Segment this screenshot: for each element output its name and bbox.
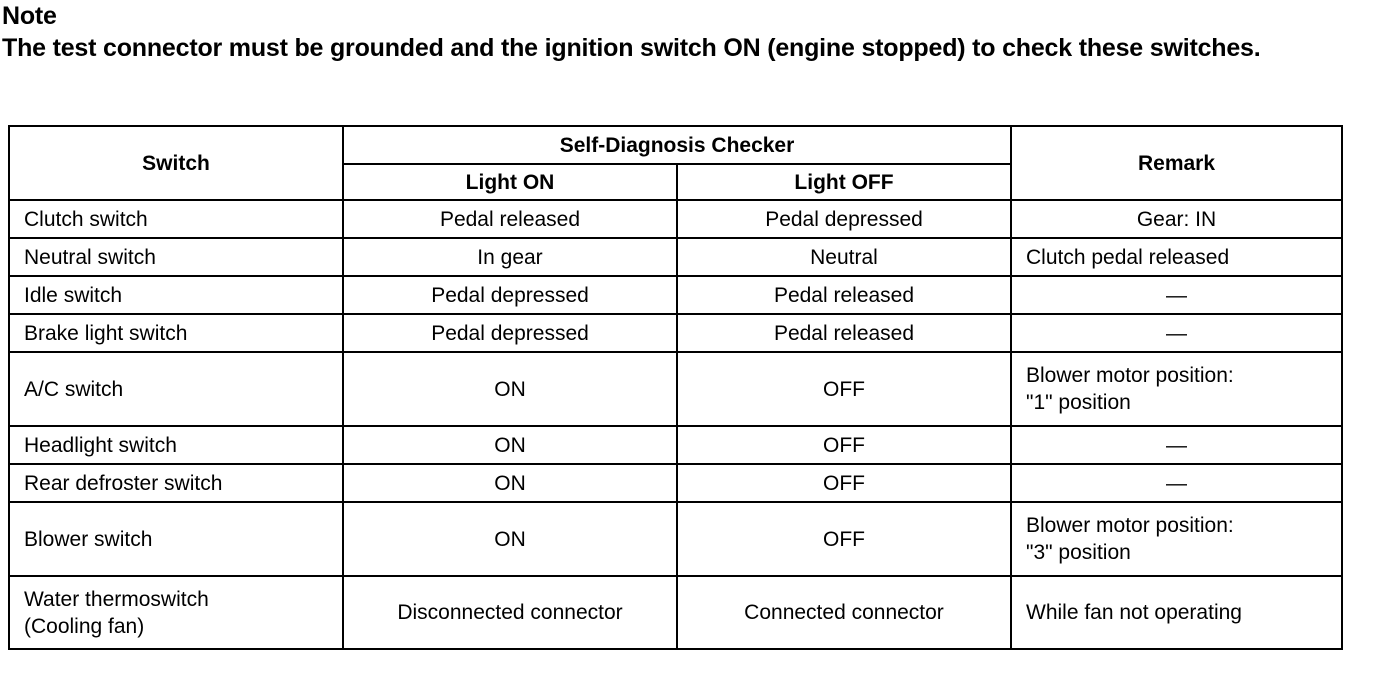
cell-remark — [1011, 352, 1342, 426]
cell-remark: — — [1011, 464, 1342, 502]
cell-light-on: ON — [343, 502, 677, 576]
cell-light-on: ON — [343, 426, 677, 464]
header-switch: Switch — [9, 126, 343, 200]
cell-remark: Clutch pedal released — [1011, 238, 1342, 276]
cell-light-off: Neutral — [677, 238, 1011, 276]
header-row — [9, 126, 1342, 164]
cell-light-off: Connected connector — [677, 576, 1011, 649]
cell-switch: Rear defroster switch — [9, 464, 343, 502]
cell-light-off: OFF — [677, 464, 1011, 502]
cell-light-on: Disconnected connector — [343, 576, 677, 649]
table-row — [9, 502, 1342, 576]
header-remark: Remark — [1011, 126, 1342, 200]
remark-line: Blower motor position: — [1026, 514, 1234, 537]
table-row — [9, 426, 1342, 464]
header-light-on: Light ON — [343, 164, 677, 200]
table-row — [9, 238, 1342, 276]
remark-line: Blower motor position: — [1026, 364, 1234, 387]
note-text: The test connector must be grounded and the ignition switch ON (engine stopped) to check these switches. — [2, 34, 1261, 62]
cell-switch — [9, 576, 343, 649]
cell-light-on: In gear — [343, 238, 677, 276]
cell-remark: — — [1011, 426, 1342, 464]
cell-remark: — — [1011, 276, 1342, 314]
cell-light-off: Pedal released — [677, 314, 1011, 352]
switch-line: (Cooling fan) — [24, 614, 145, 638]
cell-switch: Headlight switch — [9, 426, 343, 464]
cell-light-off: OFF — [677, 502, 1011, 576]
cell-switch: Neutral switch — [9, 238, 343, 276]
table-row — [9, 200, 1342, 238]
remark-line: "1" position — [1026, 391, 1131, 414]
cell-remark — [1011, 502, 1342, 576]
header-self-diagnosis-checker: Self-Diagnosis Checker — [343, 126, 1011, 164]
cell-remark: — — [1011, 314, 1342, 352]
cell-switch: Brake light switch — [9, 314, 343, 352]
cell-light-on: ON — [343, 464, 677, 502]
switch-check-table — [8, 125, 1343, 650]
note-title: Note — [2, 2, 57, 30]
table-row — [9, 276, 1342, 314]
cell-light-off: Pedal depressed — [677, 200, 1011, 238]
cell-light-off: Pedal released — [677, 276, 1011, 314]
cell-light-on: Pedal depressed — [343, 276, 677, 314]
cell-light-off: OFF — [677, 426, 1011, 464]
remark-line: "3" position — [1026, 541, 1131, 564]
table-row — [9, 464, 1342, 502]
header-light-off: Light OFF — [677, 164, 1011, 200]
cell-switch: Blower switch — [9, 502, 343, 576]
table-row — [9, 352, 1342, 426]
cell-remark: Gear: IN — [1011, 200, 1342, 238]
cell-light-on: Pedal released — [343, 200, 677, 238]
table-row — [9, 314, 1342, 352]
cell-switch: Idle switch — [9, 276, 343, 314]
cell-light-on: ON — [343, 352, 677, 426]
switch-line: Water thermoswitch — [24, 587, 209, 611]
cell-switch: A/C switch — [9, 352, 343, 426]
cell-light-on: Pedal depressed — [343, 314, 677, 352]
table-row — [9, 576, 1342, 649]
cell-light-off: OFF — [677, 352, 1011, 426]
note-block — [2, 0, 1390, 64]
cell-switch: Clutch switch — [9, 200, 343, 238]
cell-remark: While fan not operating — [1011, 576, 1342, 649]
